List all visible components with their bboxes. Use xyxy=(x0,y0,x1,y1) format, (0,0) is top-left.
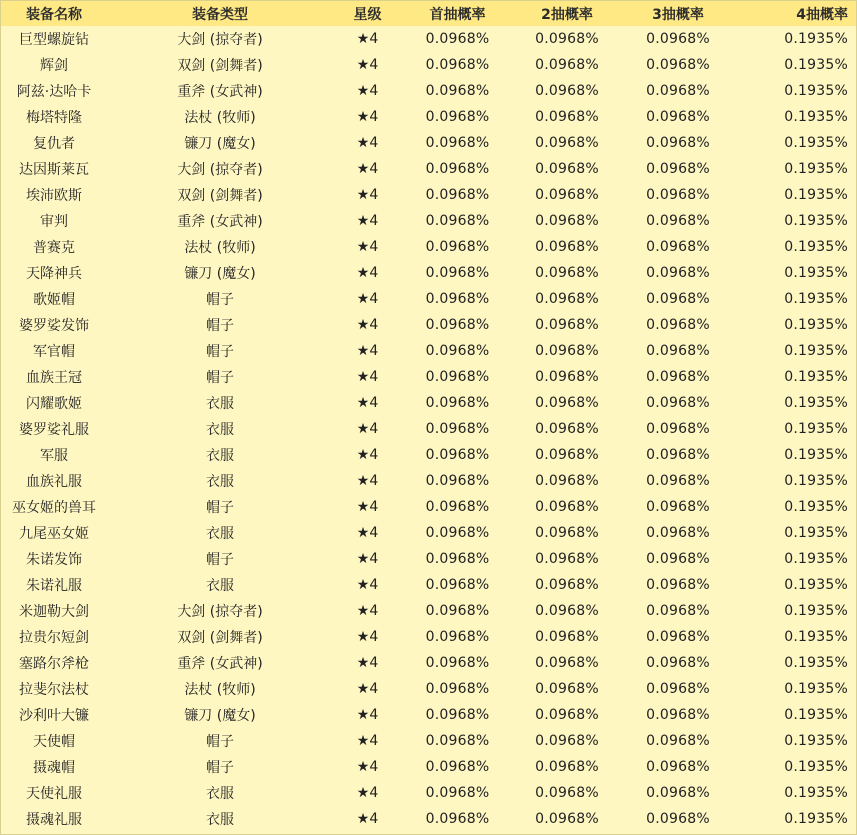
cell-equipment-name: 普赛克 xyxy=(33,240,75,256)
table-row xyxy=(1,390,856,416)
cell-first-draw-rate: 0.0968% xyxy=(425,57,490,73)
cell-star-level: ★4 xyxy=(356,421,379,437)
cell-second-draw-rate: 0.0968% xyxy=(535,57,599,73)
cell-first-draw-rate: 0.0968% xyxy=(425,733,490,749)
cell-second-draw-rate: 0.0968% xyxy=(535,291,599,307)
cell-equipment-type: 法杖 (牧师) xyxy=(184,682,256,698)
cell-equipment-type: 双剑 (剑舞者) xyxy=(177,630,263,646)
cell-fourth-draw-rate: 0.1935% xyxy=(784,629,848,645)
cell-first-draw-rate: 0.0968% xyxy=(425,681,490,697)
cell-fourth-draw-rate: 0.1935% xyxy=(784,499,848,515)
cell-third-draw-rate: 0.0968% xyxy=(646,499,710,515)
header-first-draw-rate: 首抽概率 xyxy=(429,6,486,23)
cell-equipment-type: 帽子 xyxy=(206,292,234,308)
cell-equipment-type: 帽子 xyxy=(206,760,234,776)
cell-equipment-name: 军服 xyxy=(40,448,68,464)
cell-first-draw-rate: 0.0968% xyxy=(425,187,490,203)
cell-star-level: ★4 xyxy=(356,369,379,385)
cell-fourth-draw-rate: 0.1935% xyxy=(784,733,848,749)
header-row xyxy=(1,1,856,26)
table-row xyxy=(1,728,856,754)
cell-star-level: ★4 xyxy=(356,733,379,749)
cell-first-draw-rate: 0.0968% xyxy=(425,31,490,47)
cell-equipment-name: 九尾巫女姬 xyxy=(19,526,89,542)
cell-equipment-type: 大剑 (掠夺者) xyxy=(177,604,263,620)
cell-fourth-draw-rate: 0.1935% xyxy=(784,135,848,151)
cell-equipment-type: 重斧 (女武神) xyxy=(177,656,263,672)
cell-first-draw-rate: 0.0968% xyxy=(425,135,490,151)
table-row xyxy=(1,130,856,156)
cell-equipment-type: 衣服 xyxy=(206,448,234,464)
cell-star-level: ★4 xyxy=(356,343,379,359)
cell-equipment-name: 天使帽 xyxy=(33,734,75,750)
cell-second-draw-rate: 0.0968% xyxy=(535,707,599,723)
cell-first-draw-rate: 0.0968% xyxy=(425,577,490,593)
cell-second-draw-rate: 0.0968% xyxy=(535,161,599,177)
header-equipment-name: 装备名称 xyxy=(26,6,82,23)
cell-fourth-draw-rate: 0.1935% xyxy=(784,317,848,333)
cell-equipment-type: 帽子 xyxy=(206,500,234,516)
cell-first-draw-rate: 0.0968% xyxy=(425,343,490,359)
cell-fourth-draw-rate: 0.1935% xyxy=(784,473,848,489)
cell-equipment-type: 衣服 xyxy=(206,786,234,802)
table-row xyxy=(1,338,856,364)
cell-equipment-name: 血族礼服 xyxy=(26,474,82,490)
cell-third-draw-rate: 0.0968% xyxy=(646,733,710,749)
cell-first-draw-rate: 0.0968% xyxy=(425,707,490,723)
cell-second-draw-rate: 0.0968% xyxy=(535,603,599,619)
cell-fourth-draw-rate: 0.1935% xyxy=(784,239,848,255)
cell-second-draw-rate: 0.0968% xyxy=(535,655,599,671)
cell-star-level: ★4 xyxy=(356,603,379,619)
cell-third-draw-rate: 0.0968% xyxy=(646,109,710,125)
cell-star-level: ★4 xyxy=(356,239,379,255)
cell-star-level: ★4 xyxy=(356,291,379,307)
cell-equipment-type: 帽子 xyxy=(206,734,234,750)
table-row xyxy=(1,104,856,130)
cell-first-draw-rate: 0.0968% xyxy=(425,317,490,333)
table-row xyxy=(1,312,856,338)
cell-third-draw-rate: 0.0968% xyxy=(646,525,710,541)
cell-star-level: ★4 xyxy=(356,31,379,47)
cell-equipment-name: 天使礼服 xyxy=(26,786,82,802)
cell-star-level: ★4 xyxy=(356,161,379,177)
cell-third-draw-rate: 0.0968% xyxy=(646,551,710,567)
table-row xyxy=(1,260,856,286)
cell-equipment-name: 达因斯莱瓦 xyxy=(19,162,89,178)
cell-third-draw-rate: 0.0968% xyxy=(646,57,710,73)
cell-equipment-name: 审判 xyxy=(40,214,68,230)
cell-first-draw-rate: 0.0968% xyxy=(425,603,490,619)
cell-third-draw-rate: 0.0968% xyxy=(646,655,710,671)
cell-third-draw-rate: 0.0968% xyxy=(646,811,710,827)
cell-equipment-name: 复仇者 xyxy=(33,136,75,152)
cell-third-draw-rate: 0.0968% xyxy=(646,343,710,359)
header-third-draw-rate: 3抽概率 xyxy=(652,6,704,23)
table-row xyxy=(1,494,856,520)
cell-third-draw-rate: 0.0968% xyxy=(646,447,710,463)
cell-third-draw-rate: 0.0968% xyxy=(646,421,710,437)
cell-equipment-type: 衣服 xyxy=(206,526,234,542)
cell-third-draw-rate: 0.0968% xyxy=(646,577,710,593)
cell-first-draw-rate: 0.0968% xyxy=(425,109,490,125)
cell-second-draw-rate: 0.0968% xyxy=(535,187,599,203)
cell-equipment-type: 镰刀 (魔女) xyxy=(184,136,256,152)
cell-fourth-draw-rate: 0.1935% xyxy=(784,369,848,385)
table-row xyxy=(1,364,856,390)
cell-star-level: ★4 xyxy=(356,525,379,541)
cell-first-draw-rate: 0.0968% xyxy=(425,499,490,515)
cell-equipment-name: 巫女姬的兽耳 xyxy=(12,500,96,516)
header-fourth-draw-rate: 4抽概率 xyxy=(796,6,848,23)
table-row xyxy=(1,702,856,728)
cell-second-draw-rate: 0.0968% xyxy=(535,343,599,359)
cell-star-level: ★4 xyxy=(356,473,379,489)
cell-third-draw-rate: 0.0968% xyxy=(646,291,710,307)
table-row xyxy=(1,26,856,52)
cell-star-level: ★4 xyxy=(356,317,379,333)
cell-fourth-draw-rate: 0.1935% xyxy=(784,447,848,463)
cell-third-draw-rate: 0.0968% xyxy=(646,395,710,411)
cell-second-draw-rate: 0.0968% xyxy=(535,577,599,593)
cell-first-draw-rate: 0.0968% xyxy=(425,291,490,307)
cell-equipment-name: 军官帽 xyxy=(33,344,75,360)
table-row xyxy=(1,182,856,208)
table-row xyxy=(1,806,856,832)
cell-fourth-draw-rate: 0.1935% xyxy=(784,187,848,203)
cell-equipment-name: 婆罗娑发饰 xyxy=(19,318,89,334)
table-body xyxy=(1,26,856,832)
cell-star-level: ★4 xyxy=(356,447,379,463)
cell-equipment-type: 衣服 xyxy=(206,396,234,412)
table-row xyxy=(1,286,856,312)
cell-fourth-draw-rate: 0.1935% xyxy=(784,707,848,723)
cell-equipment-name: 拉贵尔短剑 xyxy=(19,630,89,646)
cell-equipment-name: 摄魂礼服 xyxy=(26,812,82,828)
table-row xyxy=(1,442,856,468)
cell-fourth-draw-rate: 0.1935% xyxy=(784,291,848,307)
cell-second-draw-rate: 0.0968% xyxy=(535,239,599,255)
cell-second-draw-rate: 0.0968% xyxy=(535,733,599,749)
cell-third-draw-rate: 0.0968% xyxy=(646,629,710,645)
cell-fourth-draw-rate: 0.1935% xyxy=(784,109,848,125)
header-star-level: 星级 xyxy=(353,6,382,23)
cell-equipment-name: 天降神兵 xyxy=(26,266,82,282)
cell-star-level: ★4 xyxy=(356,57,379,73)
cell-star-level: ★4 xyxy=(356,577,379,593)
cell-third-draw-rate: 0.0968% xyxy=(646,759,710,775)
cell-second-draw-rate: 0.0968% xyxy=(535,473,599,489)
cell-equipment-name: 拉斐尔法杖 xyxy=(19,682,89,698)
cell-fourth-draw-rate: 0.1935% xyxy=(784,161,848,177)
cell-second-draw-rate: 0.0968% xyxy=(535,447,599,463)
cell-star-level: ★4 xyxy=(356,83,379,99)
cell-equipment-name: 梅塔特隆 xyxy=(26,110,82,126)
cell-first-draw-rate: 0.0968% xyxy=(425,473,490,489)
cell-third-draw-rate: 0.0968% xyxy=(646,239,710,255)
cell-fourth-draw-rate: 0.1935% xyxy=(784,421,848,437)
cell-star-level: ★4 xyxy=(356,759,379,775)
cell-fourth-draw-rate: 0.1935% xyxy=(784,551,848,567)
cell-fourth-draw-rate: 0.1935% xyxy=(784,213,848,229)
cell-first-draw-rate: 0.0968% xyxy=(425,421,490,437)
cell-first-draw-rate: 0.0968% xyxy=(425,265,490,281)
cell-equipment-type: 衣服 xyxy=(206,578,234,594)
cell-equipment-type: 镰刀 (魔女) xyxy=(184,708,256,724)
cell-equipment-type: 帽子 xyxy=(206,318,234,334)
cell-equipment-type: 双剑 (剑舞者) xyxy=(177,188,263,204)
cell-fourth-draw-rate: 0.1935% xyxy=(784,577,848,593)
cell-second-draw-rate: 0.0968% xyxy=(535,785,599,801)
cell-equipment-type: 帽子 xyxy=(206,370,234,386)
cell-star-level: ★4 xyxy=(356,629,379,645)
cell-first-draw-rate: 0.0968% xyxy=(425,395,490,411)
cell-star-level: ★4 xyxy=(356,187,379,203)
cell-equipment-name: 婆罗娑礼服 xyxy=(19,422,89,438)
cell-fourth-draw-rate: 0.1935% xyxy=(784,83,848,99)
cell-equipment-type: 大剑 (掠夺者) xyxy=(177,162,263,178)
cell-star-level: ★4 xyxy=(356,785,379,801)
cell-fourth-draw-rate: 0.1935% xyxy=(784,265,848,281)
table-row xyxy=(1,416,856,442)
cell-star-level: ★4 xyxy=(356,265,379,281)
cell-first-draw-rate: 0.0968% xyxy=(425,83,490,99)
cell-equipment-name: 米迦勒大剑 xyxy=(19,604,89,620)
cell-second-draw-rate: 0.0968% xyxy=(535,369,599,385)
cell-equipment-type: 衣服 xyxy=(206,422,234,438)
cell-equipment-name: 沙利叶大镰 xyxy=(19,708,89,724)
cell-first-draw-rate: 0.0968% xyxy=(425,811,490,827)
header-equipment-type: 装备类型 xyxy=(192,6,248,23)
table-row xyxy=(1,754,856,780)
cell-star-level: ★4 xyxy=(356,109,379,125)
cell-third-draw-rate: 0.0968% xyxy=(646,83,710,99)
table-row xyxy=(1,676,856,702)
cell-fourth-draw-rate: 0.1935% xyxy=(784,31,848,47)
cell-equipment-name: 朱诺发饰 xyxy=(26,552,82,568)
cell-third-draw-rate: 0.0968% xyxy=(646,135,710,151)
cell-star-level: ★4 xyxy=(356,655,379,671)
cell-first-draw-rate: 0.0968% xyxy=(425,525,490,541)
table-row xyxy=(1,650,856,676)
cell-second-draw-rate: 0.0968% xyxy=(535,421,599,437)
cell-second-draw-rate: 0.0968% xyxy=(535,317,599,333)
table-row xyxy=(1,52,856,78)
cell-equipment-type: 衣服 xyxy=(206,474,234,490)
cell-third-draw-rate: 0.0968% xyxy=(646,213,710,229)
cell-first-draw-rate: 0.0968% xyxy=(425,213,490,229)
cell-first-draw-rate: 0.0968% xyxy=(425,785,490,801)
cell-star-level: ★4 xyxy=(356,551,379,567)
cell-fourth-draw-rate: 0.1935% xyxy=(784,525,848,541)
cell-second-draw-rate: 0.0968% xyxy=(535,551,599,567)
cell-equipment-type: 镰刀 (魔女) xyxy=(184,266,256,282)
cell-second-draw-rate: 0.0968% xyxy=(535,759,599,775)
cell-equipment-type: 双剑 (剑舞者) xyxy=(177,58,263,74)
cell-first-draw-rate: 0.0968% xyxy=(425,551,490,567)
cell-fourth-draw-rate: 0.1935% xyxy=(784,759,848,775)
cell-star-level: ★4 xyxy=(356,395,379,411)
cell-third-draw-rate: 0.0968% xyxy=(646,785,710,801)
cell-second-draw-rate: 0.0968% xyxy=(535,499,599,515)
cell-second-draw-rate: 0.0968% xyxy=(535,681,599,697)
cell-equipment-name: 巨型螺旋钻 xyxy=(19,32,89,48)
table-row xyxy=(1,520,856,546)
cell-first-draw-rate: 0.0968% xyxy=(425,759,490,775)
table-row xyxy=(1,156,856,182)
cell-third-draw-rate: 0.0968% xyxy=(646,681,710,697)
cell-first-draw-rate: 0.0968% xyxy=(425,447,490,463)
cell-fourth-draw-rate: 0.1935% xyxy=(784,343,848,359)
cell-fourth-draw-rate: 0.1935% xyxy=(784,57,848,73)
cell-second-draw-rate: 0.0968% xyxy=(535,135,599,151)
cell-star-level: ★4 xyxy=(356,135,379,151)
cell-first-draw-rate: 0.0968% xyxy=(425,655,490,671)
table-row xyxy=(1,780,856,806)
table-row xyxy=(1,624,856,650)
cell-third-draw-rate: 0.0968% xyxy=(646,31,710,47)
probability-table xyxy=(1,1,856,832)
cell-equipment-name: 朱诺礼服 xyxy=(26,578,82,594)
cell-star-level: ★4 xyxy=(356,707,379,723)
cell-equipment-type: 重斧 (女武神) xyxy=(177,84,263,100)
cell-fourth-draw-rate: 0.1935% xyxy=(784,785,848,801)
cell-equipment-name: 阿兹·达哈卡 xyxy=(16,84,92,100)
cell-second-draw-rate: 0.0968% xyxy=(535,109,599,125)
cell-equipment-type: 衣服 xyxy=(206,812,234,828)
cell-star-level: ★4 xyxy=(356,213,379,229)
cell-equipment-type: 法杖 (牧师) xyxy=(184,110,256,126)
cell-third-draw-rate: 0.0968% xyxy=(646,369,710,385)
table-row xyxy=(1,598,856,624)
cell-equipment-name: 摄魂帽 xyxy=(33,760,75,776)
cell-second-draw-rate: 0.0968% xyxy=(535,395,599,411)
table-header xyxy=(1,1,856,26)
cell-fourth-draw-rate: 0.1935% xyxy=(784,655,848,671)
cell-second-draw-rate: 0.0968% xyxy=(535,811,599,827)
cell-equipment-name: 血族王冠 xyxy=(26,370,82,386)
cell-equipment-type: 法杖 (牧师) xyxy=(184,240,256,256)
cell-fourth-draw-rate: 0.1935% xyxy=(784,603,848,619)
cell-third-draw-rate: 0.0968% xyxy=(646,187,710,203)
cell-first-draw-rate: 0.0968% xyxy=(425,161,490,177)
cell-third-draw-rate: 0.0968% xyxy=(646,473,710,489)
table-row xyxy=(1,234,856,260)
cell-third-draw-rate: 0.0968% xyxy=(646,317,710,333)
table-row xyxy=(1,468,856,494)
cell-second-draw-rate: 0.0968% xyxy=(535,525,599,541)
cell-third-draw-rate: 0.0968% xyxy=(646,265,710,281)
cell-second-draw-rate: 0.0968% xyxy=(535,31,599,47)
cell-first-draw-rate: 0.0968% xyxy=(425,369,490,385)
cell-equipment-type: 大剑 (掠夺者) xyxy=(177,32,263,48)
cell-equipment-name: 塞路尔斧枪 xyxy=(19,656,89,672)
cell-fourth-draw-rate: 0.1935% xyxy=(784,811,848,827)
cell-equipment-name: 埃沛欧斯 xyxy=(26,188,82,204)
cell-third-draw-rate: 0.0968% xyxy=(646,707,710,723)
cell-first-draw-rate: 0.0968% xyxy=(425,239,490,255)
cell-fourth-draw-rate: 0.1935% xyxy=(784,681,848,697)
cell-second-draw-rate: 0.0968% xyxy=(535,83,599,99)
cell-second-draw-rate: 0.0968% xyxy=(535,629,599,645)
cell-second-draw-rate: 0.0968% xyxy=(535,213,599,229)
cell-equipment-name: 闪耀歌姬 xyxy=(26,396,82,412)
cell-second-draw-rate: 0.0968% xyxy=(535,265,599,281)
cell-star-level: ★4 xyxy=(356,811,379,827)
cell-equipment-name: 歌姬帽 xyxy=(33,292,75,308)
table-row xyxy=(1,572,856,598)
header-second-draw-rate: 2抽概率 xyxy=(541,6,593,23)
cell-equipment-type: 帽子 xyxy=(206,344,234,360)
cell-equipment-type: 帽子 xyxy=(206,552,234,568)
table-row xyxy=(1,78,856,104)
cell-star-level: ★4 xyxy=(356,499,379,515)
cell-equipment-name: 辉剑 xyxy=(40,58,68,74)
cell-fourth-draw-rate: 0.1935% xyxy=(784,395,848,411)
cell-equipment-type: 重斧 (女武神) xyxy=(177,214,263,230)
cell-third-draw-rate: 0.0968% xyxy=(646,161,710,177)
cell-first-draw-rate: 0.0968% xyxy=(425,629,490,645)
table-row xyxy=(1,546,856,572)
cell-third-draw-rate: 0.0968% xyxy=(646,603,710,619)
table-row xyxy=(1,208,856,234)
cell-star-level: ★4 xyxy=(356,681,379,697)
